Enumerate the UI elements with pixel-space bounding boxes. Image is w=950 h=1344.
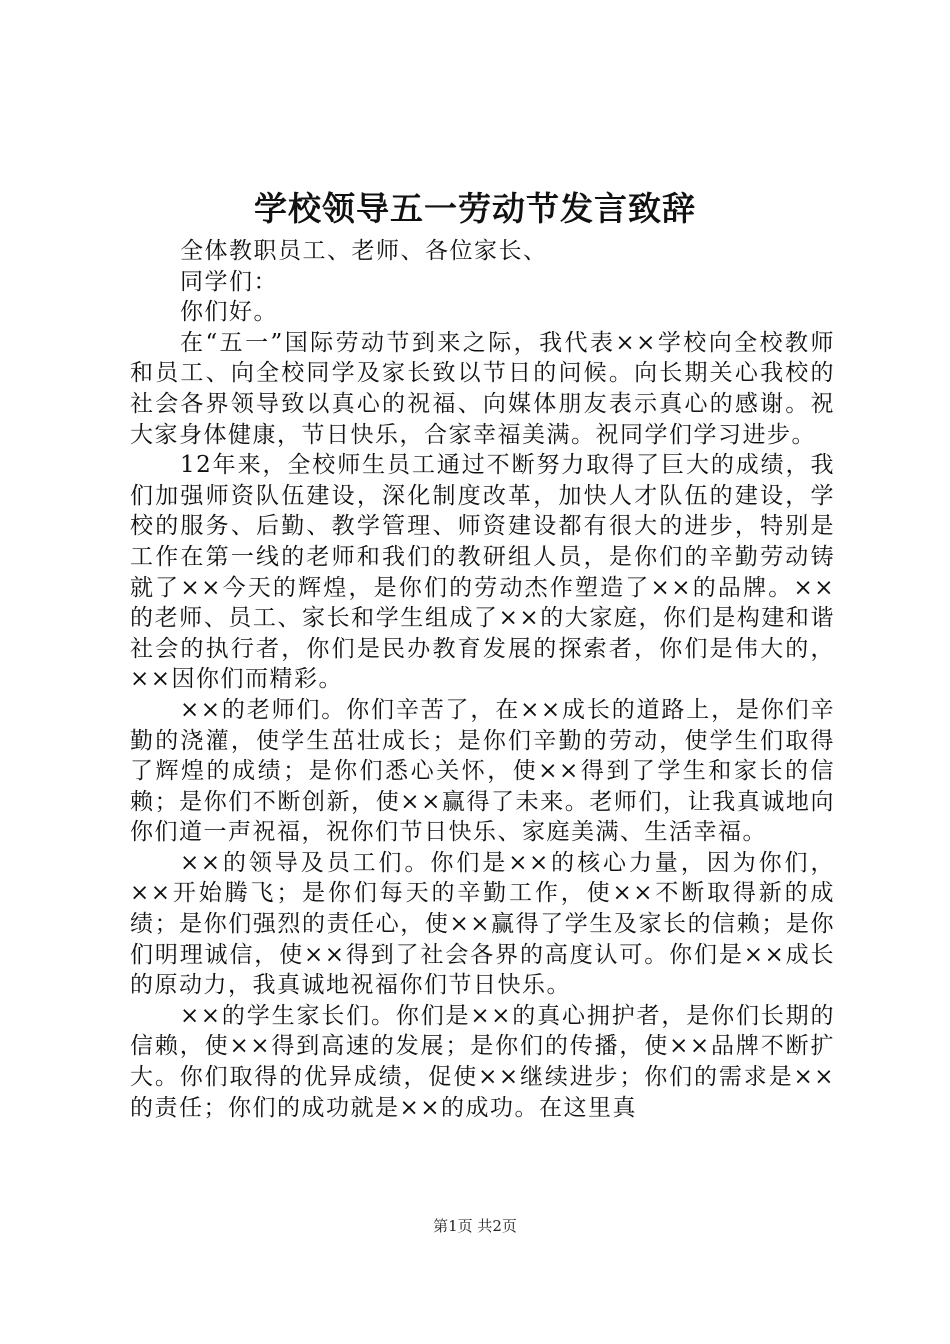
document-title: 学校领导五一劳动节发言致辞 (254, 189, 696, 228)
page-number-footer: 第1页 共2页 (433, 1217, 517, 1235)
salutation-line: 你们好。 (180, 299, 278, 326)
document-body (130, 236, 835, 1123)
salutation-line: 全体教职员工、老师、各位家长、 (180, 238, 548, 264)
body-paragraph: ××的老师们。你们辛苦了，在××成长的道路上，是你们辛勤的浇灌，使学生茁壮成长；是你们辛勤的劳动，使学生们取得了辉煌的成绩；是你们悉心关怀，使××得到了学生和家长的信赖；是你们不断创新，使××赢得了未来。老师们，让我真诚地向你们道一声祝福，祝你们节日快乐、家庭美满、生活幸福。 (130, 696, 835, 846)
salutation-line: 同学们： (180, 268, 278, 295)
body-paragraph: ××的学生家长们。你们是××的真心拥护者，是你们长期的信赖，使××得到高速的发展；是你们的传播，使××品牌不断扩大。你们取得的优异成绩，促使××继续进步；你们的需求是××的责任；你们的成功就是××的成功。在这里真 (130, 1002, 835, 1121)
body-paragraph: 在“五一”国际劳动节到来之际，我代表××学校向全校教师和员工、向全校同学及家长致以节日的问候。向长期关心我校的社会各界领导致以真心的祝福、向媒体朋友表示真心的感谢。祝大家身体健康，节日快乐，合家幸福美满。祝同学们学习进步。 (130, 329, 835, 448)
body-paragraph: 12年来，全校师生员工通过不断努力取得了巨大的成绩，我们加强师资队伍建设，深化制度改革，加快人才队伍的建设，学校的服务、后勤、教学管理、师资建设都有很大的进步，特别是工作在第一线的老师和我们的教研组人员，是你们的辛勤劳动铸就了××今天的辉煌，是你们的劳动杰作塑造了××的品牌。××的老师、员工、家长和学生组成了××的大家庭，你们是构建和谐社会的执行者，你们是民办教育发展的探索者，你们是伟大的，××因你们而精彩。 (130, 452, 835, 693)
body-paragraph: ××的领导及员工们。你们是××的核心力量，因为你们，××开始腾飞；是你们每天的辛勤工作，使××不断取得新的成绩；是你们强烈的责任心，使××赢得了学生及家长的信赖；是你们明理诚信，使××得到了社会各界的高度认可。你们是××成长的原动力，我真诚地祝福你们节日快乐。 (130, 849, 835, 999)
